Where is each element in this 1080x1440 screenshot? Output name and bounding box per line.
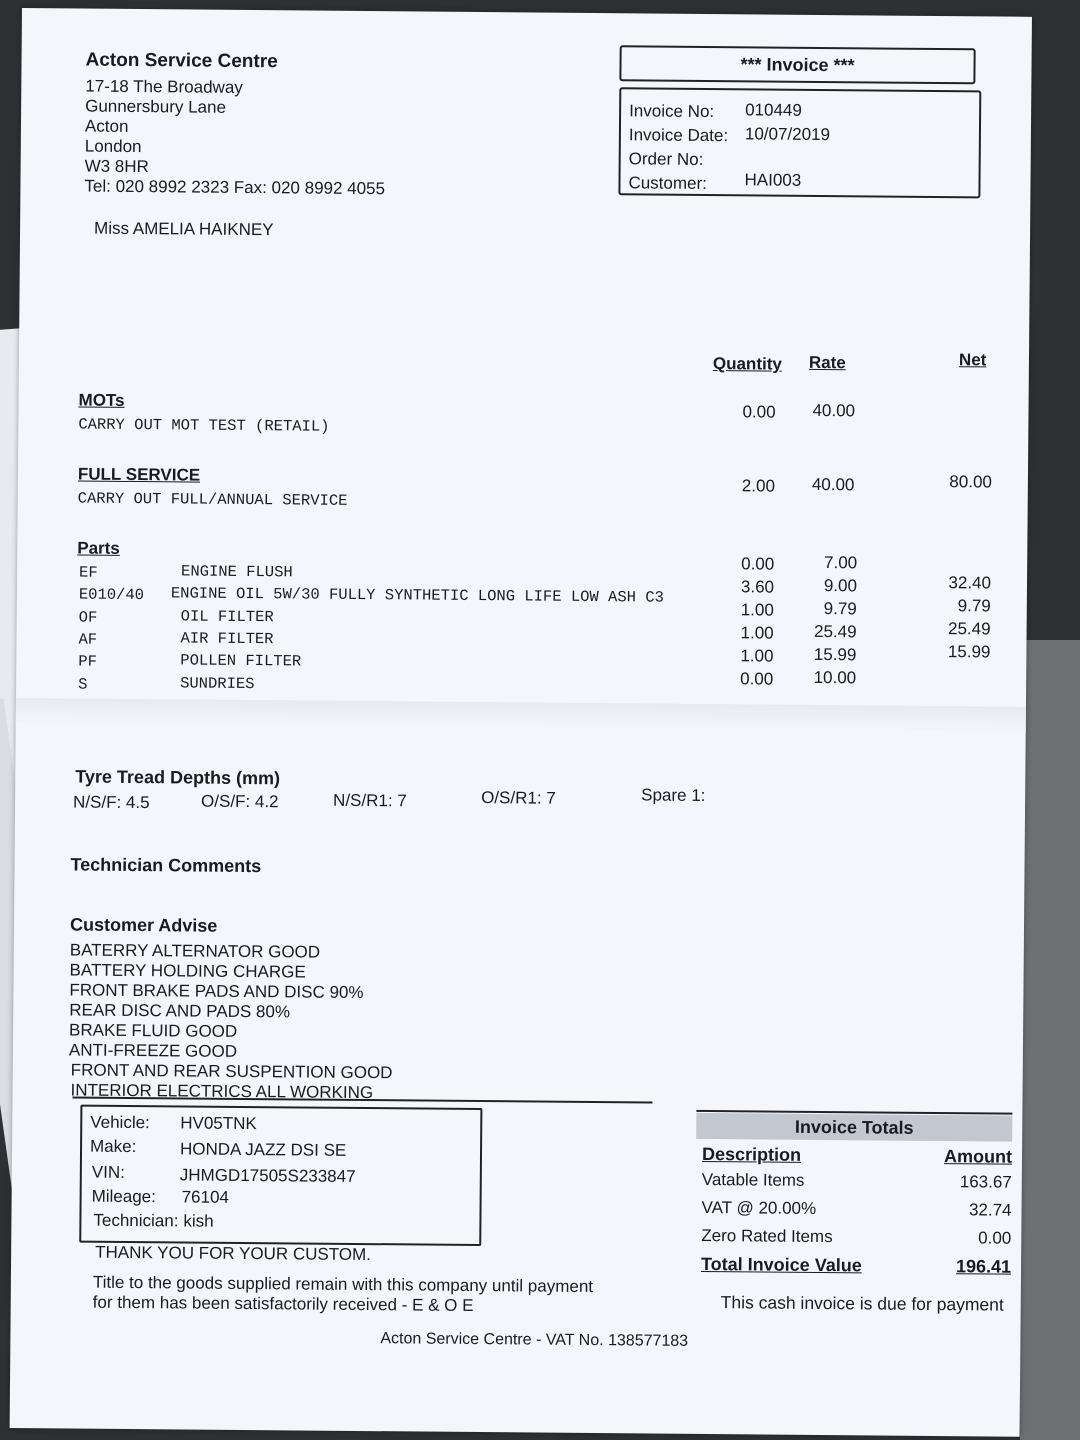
customer-advise-title: Customer Advise [69, 914, 218, 936]
full-service-quantity: 2.00 [741, 476, 776, 496]
company-contact: Tel: 020 8992 2323 Fax: 020 8992 4055 [84, 176, 386, 199]
mots-rate: 40.00 [812, 400, 856, 421]
part-rate: 25.49 [813, 621, 857, 642]
part-quantity: 1.00 [740, 646, 774, 666]
vehicle-vin: JHMGD17505S233847 [179, 1165, 356, 1186]
invoice-date-label: Invoice Date: [628, 125, 729, 146]
technician-comments-title: Technician Comments [70, 854, 262, 877]
background-seat [1020, 640, 1080, 1440]
mots-description: CARRY OUT MOT TEST (RETAIL) [78, 415, 330, 436]
advise-line: FRONT BRAKE PADS AND DISC 90% [69, 980, 364, 1003]
totals-amount-header: Amount [943, 1146, 1013, 1167]
mileage-label: Mileage: [91, 1186, 156, 1207]
net-header: Net [958, 350, 987, 370]
advise-line: INTERIOR ELECTRICS ALL WORKING [70, 1080, 374, 1103]
vatable-items-amount: 163.67 [959, 1172, 1012, 1192]
part-rate: 10.00 [813, 667, 857, 688]
vehicle-make: HONDA JAZZ DSI SE [179, 1139, 347, 1160]
parts-title: Parts [77, 538, 120, 558]
vehicle-mileage: 76104 [181, 1187, 229, 1207]
thank-you: THANK YOU FOR YOUR CUSTOM. [95, 1242, 372, 1265]
paper-fold [16, 698, 1026, 733]
part-rate: 9.00 [823, 576, 858, 596]
tyre-osr: O/S/R1: 7 [481, 788, 556, 808]
invoice-no-label: Invoice No: [629, 101, 715, 122]
quantity-header: Quantity [712, 354, 782, 374]
totals-description-header: Description [701, 1143, 802, 1165]
invoice-date: 10/07/2019 [744, 124, 831, 145]
mots-quantity: 0.00 [742, 402, 776, 422]
rate-header: Rate [808, 352, 846, 373]
vat-number: Acton Service Centre - VAT No. 138577183 [380, 1330, 689, 1350]
full-service-title: FULL SERVICE [77, 464, 201, 485]
part-description: ENGINE FLUSH [181, 562, 293, 582]
part-code: S [78, 675, 88, 694]
invoice-title-box [619, 45, 975, 84]
full-service-net: 80.00 [949, 472, 992, 492]
part-net: 25.49 [947, 619, 991, 639]
invoice-no: 010449 [745, 100, 802, 120]
tyre-nsr: N/S/R1: 7 [333, 790, 407, 811]
company-name: Acton Service Centre [85, 49, 278, 73]
make-label: Make: [89, 1136, 137, 1157]
advise-line: ANTI-FREEZE GOOD [68, 1040, 238, 1061]
vin-label: VIN: [91, 1162, 125, 1182]
full-service-rate: 40.00 [811, 474, 855, 495]
invoice-totals-header [696, 1113, 1012, 1142]
total-invoice-label: Total Invoice Value [700, 1253, 862, 1276]
payment-due-note: This cash invoice is due for payment [720, 1292, 1004, 1315]
total-invoice-amount: 196.41 [955, 1256, 1012, 1277]
advise-line: FRONT AND REAR SUSPENTION GOOD [70, 1060, 393, 1083]
invoice-sheet [10, 8, 1032, 1437]
part-quantity: 3.60 [740, 577, 775, 597]
part-net: 15.99 [947, 642, 991, 662]
part-quantity: 0.00 [741, 554, 775, 574]
tyre-spare: Spare 1: [641, 785, 706, 805]
zero-rated-amount: 0.00 [978, 1228, 1012, 1248]
technician-name: kish [183, 1211, 214, 1231]
company-address-line: 17-18 The Broadway [85, 76, 243, 97]
part-description: ENGINE OIL 5W/30 FULLY SYNTHETIC LONG LIFE LOW ASH C3 [170, 584, 664, 607]
part-code: E010/40 [78, 585, 145, 605]
part-description: AIR FILTER [180, 629, 274, 649]
invoice-title: *** Invoice *** [740, 54, 855, 76]
title-terms-line: Title to the goods supplied remain with this company until payment [92, 1272, 594, 1297]
part-quantity: 0.00 [740, 669, 774, 689]
part-rate: 15.99 [813, 644, 857, 665]
advise-line: BATERRY ALTERNATOR GOOD [69, 940, 321, 962]
part-rate: 9.79 [823, 599, 857, 619]
technician-label: Technician: [93, 1210, 179, 1231]
part-quantity: 1.00 [740, 623, 774, 643]
vatable-items-label: Vatable Items [701, 1169, 805, 1190]
tyre-nsf: N/S/F: 4.5 [72, 792, 150, 813]
advise-line: BATTERY HOLDING CHARGE [69, 960, 306, 982]
part-description: SUNDRIES [180, 674, 255, 694]
zero-rated-label: Zero Rated Items [701, 1225, 833, 1247]
part-code: AF [78, 630, 98, 649]
vehicle-label: Vehicle: [90, 1112, 150, 1133]
company-address-line: London [84, 136, 142, 157]
part-quantity: 1.00 [740, 600, 774, 620]
mots-title: MOTs [78, 390, 125, 410]
part-description: POLLEN FILTER [180, 651, 302, 671]
invoice-totals-title: Invoice Totals [794, 1116, 914, 1138]
part-code: PF [78, 652, 97, 671]
part-rate: 7.00 [824, 553, 858, 573]
customer-label: Customer: [628, 173, 707, 193]
title-terms-line: for them has been satisfactorily received - E & O E [92, 1292, 474, 1315]
company-address-line: Acton [84, 116, 129, 136]
tyre-osf: O/S/F: 4.2 [201, 791, 279, 812]
company-address-line: Gunnersbury Lane [85, 96, 227, 117]
part-net: 32.40 [948, 573, 992, 593]
vat-amount: 32.74 [968, 1200, 1012, 1220]
order-no-label: Order No: [628, 149, 704, 169]
customer-code: HAI003 [744, 170, 802, 190]
tyre-title: Tyre Tread Depths (mm) [75, 766, 281, 789]
company-address-line: W3 8HR [84, 156, 149, 177]
vat-label: VAT @ 20.00% [701, 1197, 817, 1218]
vehicle-reg: HV05TNK [180, 1113, 257, 1134]
advise-line: REAR DISC AND PADS 80% [69, 1000, 291, 1022]
invoice-meta-box [618, 87, 981, 198]
customer-name: Miss AMELIA HAIKNEY [93, 218, 274, 240]
full-service-description: CARRY OUT FULL/ANNUAL SERVICE [77, 489, 348, 510]
part-code: OF [78, 608, 98, 627]
part-net: 9.79 [957, 596, 991, 616]
advise-line: BRAKE FLUID GOOD [69, 1020, 238, 1041]
part-code: EF [78, 563, 98, 582]
part-description: OIL FILTER [180, 607, 274, 627]
vehicle-box [79, 1105, 482, 1247]
